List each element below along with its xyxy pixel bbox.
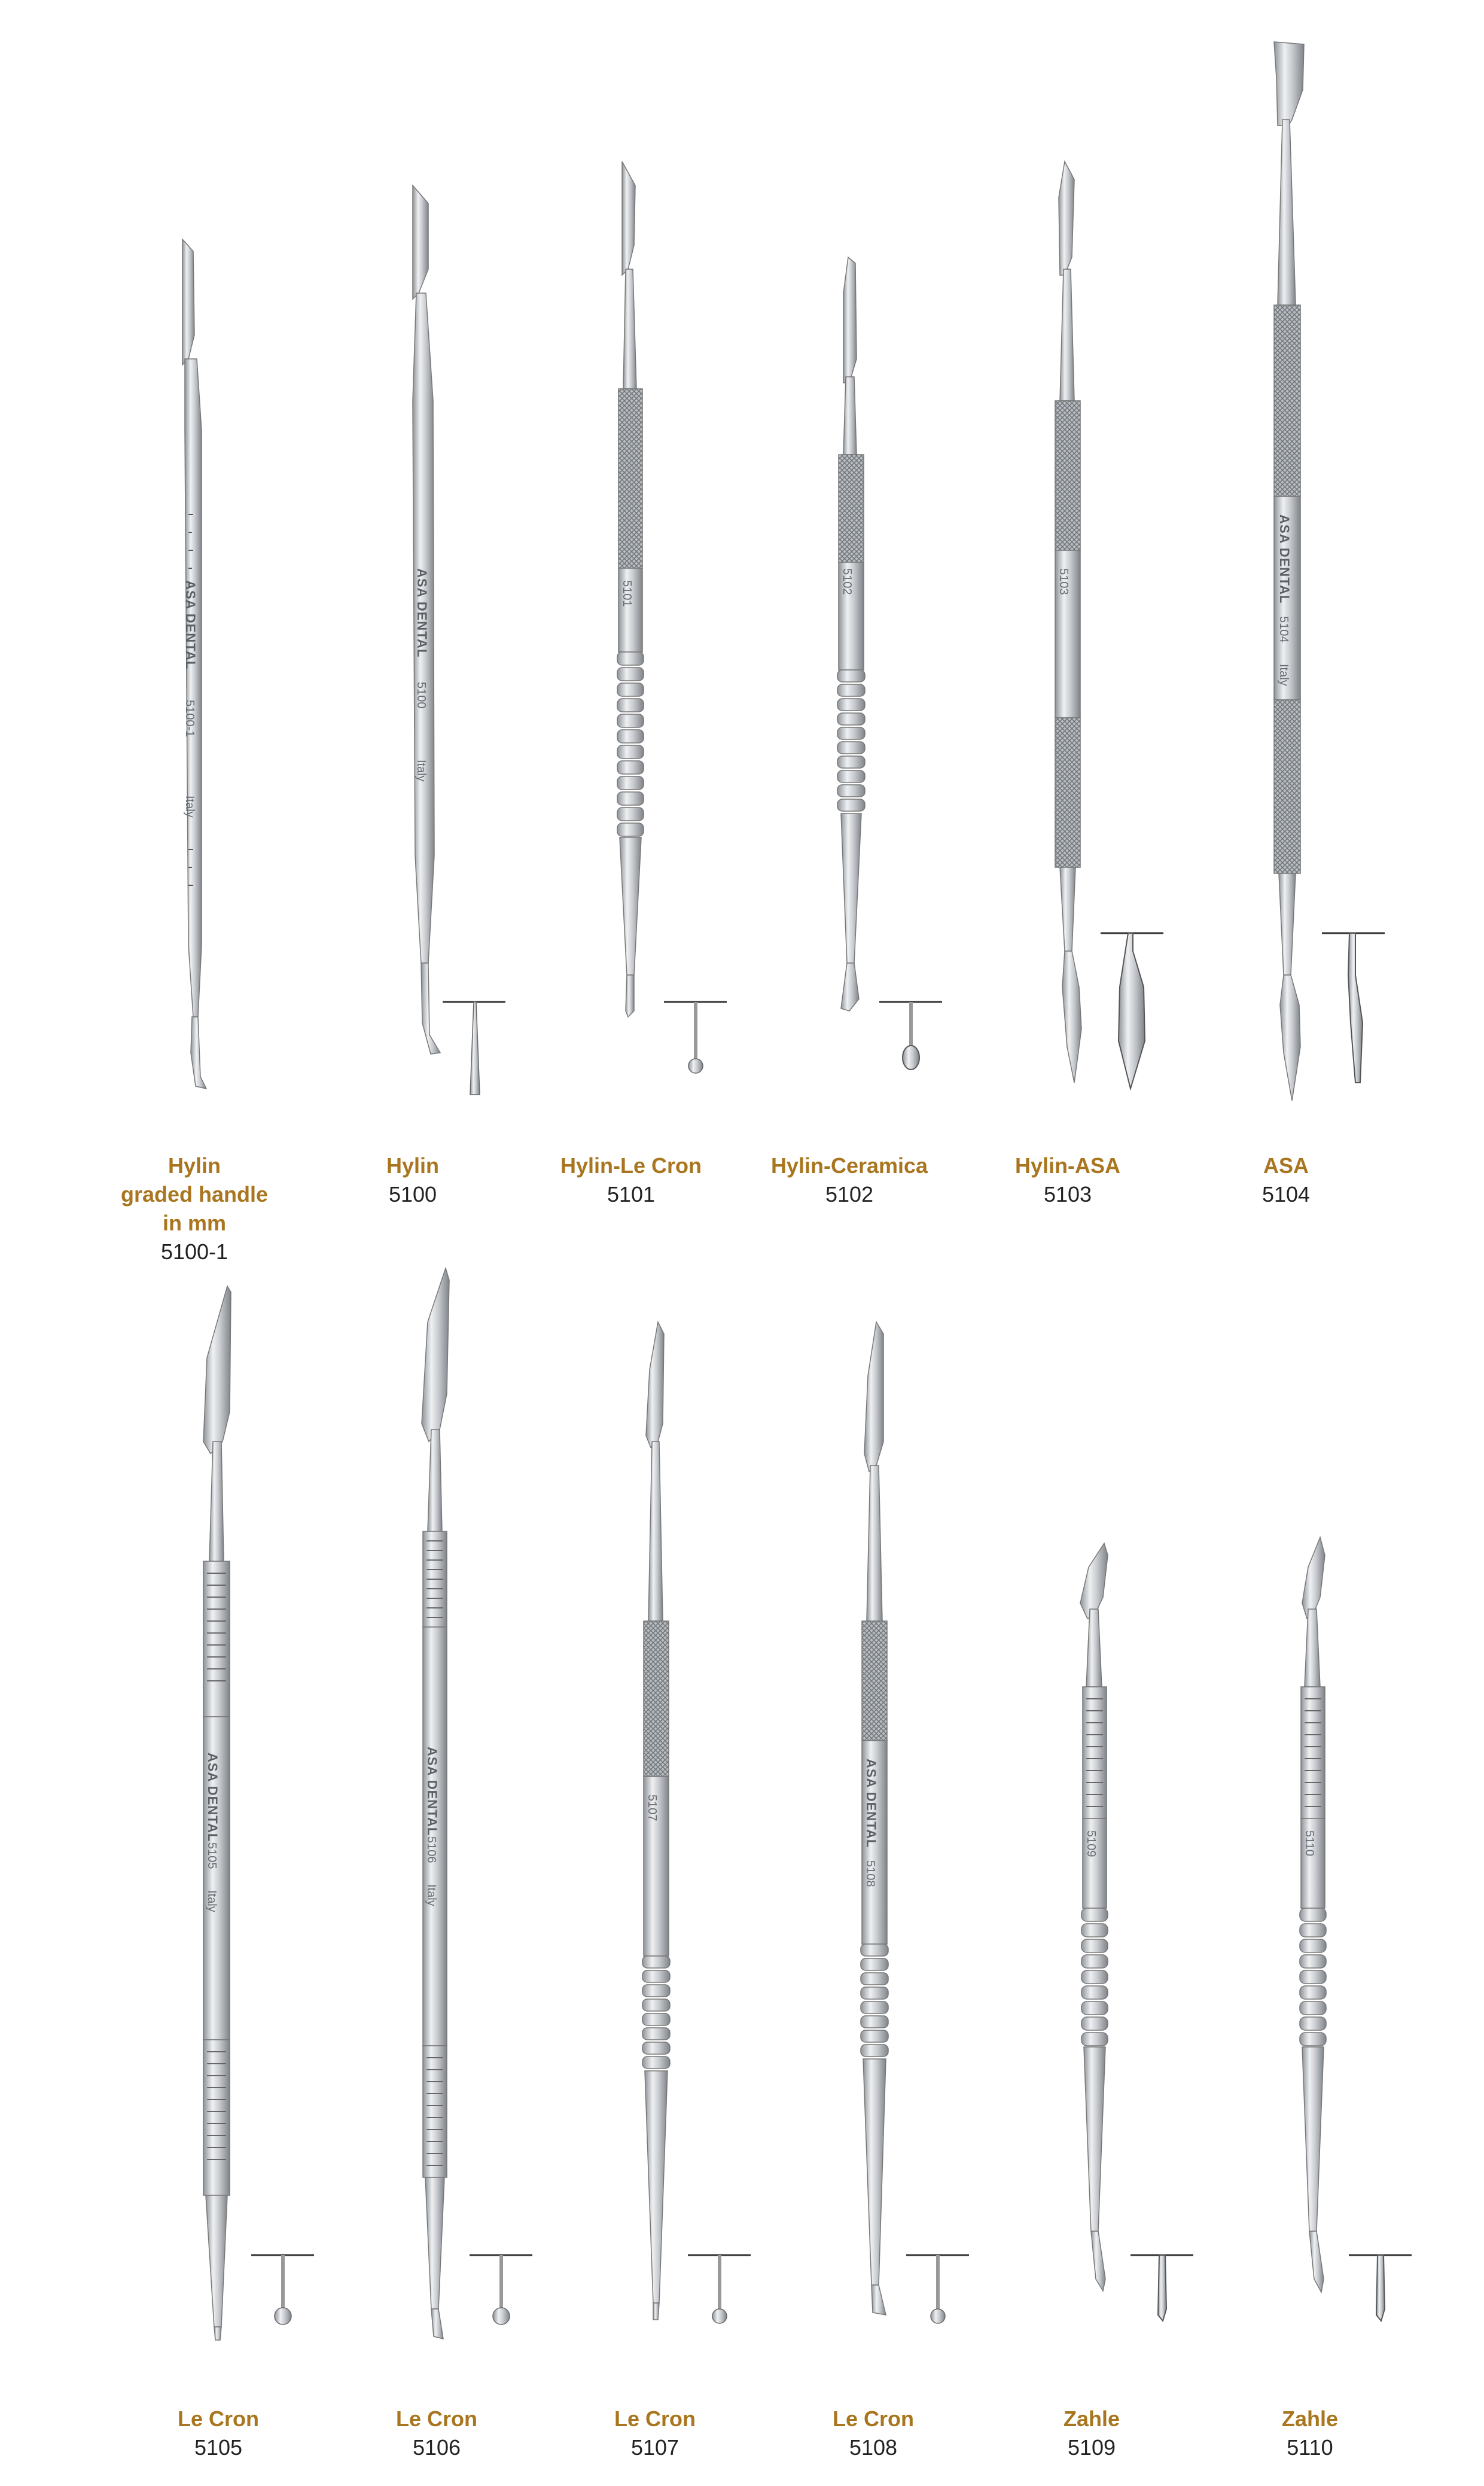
instrument-5110 (1265, 1537, 1421, 2351)
instrument-5100-1 (159, 239, 242, 1101)
instrument-name: Zahle (1281, 2406, 1339, 2431)
instrument-image (828, 1322, 984, 2351)
instrument-name: Hylin-Le Cron (560, 1153, 702, 1178)
caption-5110 (1202, 2405, 1418, 2462)
origin-engraving: Italy (425, 1884, 438, 1906)
instrument-5109 (1047, 1543, 1202, 2351)
instrument-image (173, 1286, 329, 2351)
instrument-image (1017, 162, 1172, 1119)
code-engraving: 5100 (415, 682, 428, 709)
origin-engraving: Italy (205, 1890, 218, 1912)
caption-5102 (742, 1151, 957, 1209)
code-engraving: 5108 (864, 1860, 877, 1887)
instrument-5104 (1232, 42, 1388, 1119)
code-engraving: 5109 (1084, 1830, 1098, 1857)
instrument-name: Le Cron (832, 2406, 914, 2431)
instrument-image (371, 185, 514, 1119)
code-engraving: 5100-1 (183, 700, 196, 738)
caption-5109 (984, 2405, 1199, 2462)
brand-engraving: ASA DENTAL (1277, 514, 1292, 604)
instrument-name: Zahle (1063, 2406, 1120, 2431)
caption-5101 (523, 1151, 739, 1209)
instrument-code: 5100 (388, 1182, 437, 1207)
code-engraving: 5104 (1277, 616, 1290, 643)
code-engraving: 5110 (1303, 1830, 1316, 1857)
brand-engraving: ASA DENTAL (205, 1753, 220, 1842)
instrument-image (392, 1268, 547, 2351)
instrument-name-line-2: graded handle (120, 1182, 269, 1207)
caption-5104 (1178, 1151, 1394, 1209)
code-engraving: 5106 (425, 1836, 438, 1863)
code-engraving: 5105 (205, 1842, 218, 1869)
instrument-code: 5107 (630, 2435, 679, 2460)
brand-engraving: ASA DENTAL (425, 1747, 440, 1836)
instrument-5103 (1017, 162, 1172, 1119)
instrument-name: Le Cron (177, 2406, 259, 2431)
caption-5107 (547, 2405, 763, 2462)
instrument-5108 (828, 1322, 984, 2351)
brand-engraving: ASA DENTAL (415, 568, 429, 658)
origin-engraving: Italy (1277, 664, 1290, 686)
code-engraving: 5103 (1057, 568, 1070, 595)
instrument-name: Hylin-ASA (1014, 1153, 1120, 1178)
instrument-5105 (173, 1286, 329, 2351)
instrument-image (1232, 42, 1388, 1119)
instrument-image (802, 257, 957, 1119)
instrument-image (159, 239, 242, 1101)
instrument-image (586, 162, 742, 1119)
instrument-code: 5110 (1287, 2435, 1333, 2460)
caption-5100 (305, 1151, 520, 1209)
instrument-code: 5109 (1067, 2435, 1116, 2460)
instrument-code: 5106 (412, 2435, 461, 2460)
instrument-5101 (586, 162, 742, 1119)
instrument-name: Le Cron (614, 2406, 696, 2431)
instrument-5106 (392, 1268, 547, 2351)
instrument-name-line-3: in mm (162, 1211, 226, 1235)
instrument-name: Le Cron (395, 2406, 477, 2431)
brand-engraving: ASA DENTAL (864, 1759, 879, 1848)
code-engraving: 5102 (840, 568, 854, 595)
instrument-code: 5108 (849, 2435, 898, 2460)
instrument-code: 5105 (194, 2435, 243, 2460)
origin-engraving: Italy (183, 796, 196, 818)
caption-5105 (111, 2405, 326, 2462)
caption-5108 (766, 2405, 981, 2462)
instrument-name: Hylin (167, 1153, 221, 1178)
instrument-name: Hylin-Ceramica (770, 1153, 928, 1178)
instrument-name: Hylin (386, 1153, 439, 1178)
code-engraving: 5101 (620, 580, 633, 607)
caption-5103 (960, 1151, 1175, 1209)
instrument-code: 5102 (825, 1182, 874, 1207)
instrument-image (610, 1322, 766, 2351)
instrument-5102 (802, 257, 957, 1119)
caption-5106 (329, 2405, 544, 2462)
instrument-code: 5100-1 (160, 1239, 228, 1264)
brand-engraving: ASA DENTAL (183, 580, 198, 670)
instrument-code: 5103 (1043, 1182, 1092, 1207)
instrument-image (1265, 1537, 1421, 2351)
code-engraving: 5107 (645, 1795, 659, 1821)
origin-engraving: Italy (415, 760, 428, 782)
instrument-code: 5101 (607, 1182, 656, 1207)
instrument-5107 (610, 1322, 766, 2351)
instrument-name: ASA (1263, 1153, 1309, 1178)
caption-5100-1 (87, 1151, 302, 1266)
instrument-5100 (371, 185, 514, 1119)
instrument-code: 5104 (1261, 1182, 1311, 1207)
instrument-image (1047, 1543, 1202, 2351)
